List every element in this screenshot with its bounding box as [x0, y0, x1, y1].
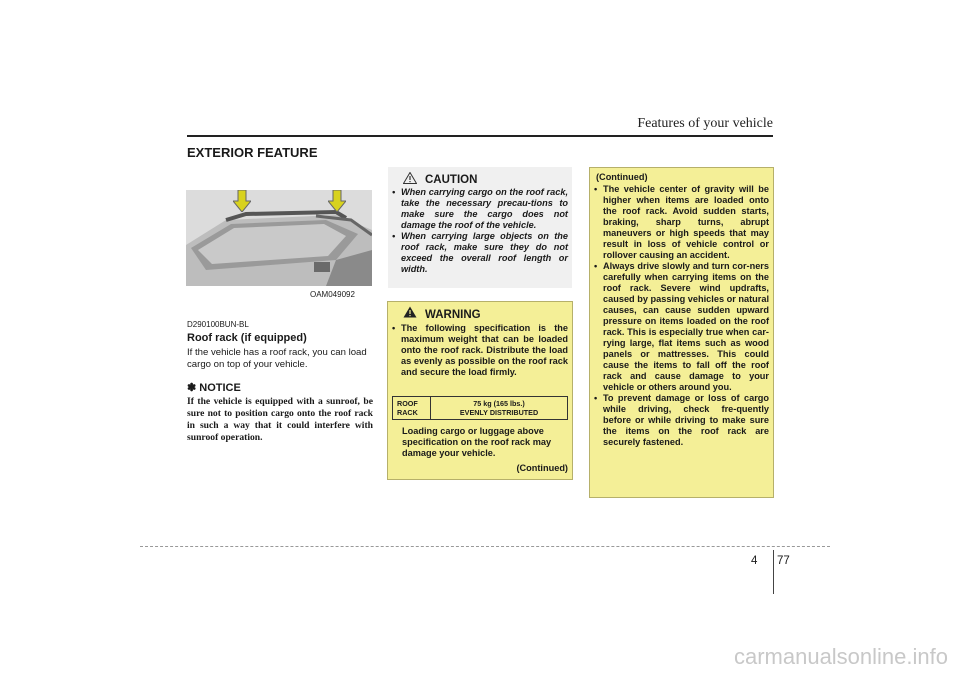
table-label-cell — [393, 397, 431, 419]
caution-triangle-icon — [403, 172, 417, 184]
page-number: 77 — [777, 555, 790, 567]
watermark: carmanualsonline.info — [733, 644, 948, 669]
notice-text: If the vehicle is equipped with a sunroof, be sure not to position cargo onto the roof rack in such a way that it could interfere with sunroof operation. — [187, 396, 373, 443]
table-value-line: EVENLY DISTRIBUTED — [459, 408, 539, 417]
roof-rack-heading: Roof rack (if equipped) — [187, 332, 307, 344]
warning-item: • The following specification is the maximum weight that can be loaded onto the roof rack. Distribute the load as evenly as possible on the roof rack and secure the load firmly. — [392, 323, 568, 378]
chapter-number: 4 — [751, 555, 758, 567]
section-code: D290100BUN-BL — [187, 320, 249, 329]
continued-heading: (Continued) — [596, 172, 648, 182]
continued-item: • To prevent damage or loss of cargo while driving, check fre-quently before or while driving to make sure the items on the roof rack are securely fastened. — [594, 393, 769, 448]
continued-item: • The vehicle center of gravity will be higher when items are loaded onto the roof rack. Avoid sudden starts, braking, sharp turns, abrupt maneuvers or high speeds that may result in loss of vehicle control or rollover causing an accident. — [594, 184, 769, 261]
roof-rack-description: If the vehicle has a roof rack, you can load cargo on top of your vehicle. — [187, 347, 367, 370]
caution-item: • When carrying large objects on the roof rack, make sure they do not exceed the overall roof length or width. — [392, 231, 568, 275]
header-title: Features of your vehicle — [637, 116, 773, 131]
notice-heading: ✽ NOTICE — [187, 382, 241, 394]
figure-caption: OAM049092 — [310, 290, 355, 299]
footer-rule — [140, 546, 830, 547]
table-label-line: ROOF — [397, 399, 418, 408]
table-value-line: 75 kg (165 lbs.) — [473, 399, 525, 408]
warning-heading: WARNING — [425, 309, 481, 321]
continued-list — [594, 184, 769, 448]
caution-heading: CAUTION — [425, 174, 478, 186]
table-label-line: RACK — [397, 408, 418, 417]
caution-item: • When carrying cargo on the roof rack, take the necessary precau-tions to make sure the cargo does not damage the roof of the vehicle. — [392, 187, 568, 231]
roof-rack-photo — [186, 190, 372, 286]
warning-list — [392, 323, 568, 378]
arrow-down-icon — [328, 190, 346, 212]
warning-triangle-icon — [403, 306, 417, 318]
continued-item: • Always drive slowly and turn cor-ners carefully when carrying items on the roof rack. Severe wind updrafts, caused by passing vehicles or natural causes, can cause sudden upward pressure on items loaded on the roof rack. This is especially true when car-rying large, flat items such as wood panels or mattresses. This could cause the items to fall off the roof rack and cause damage to your vehicle or others around you. — [594, 261, 769, 393]
section-title: EXTERIOR FEATURE — [187, 145, 318, 160]
warning-continued: (Continued) — [516, 463, 568, 473]
roof-rack-load-table — [392, 396, 568, 420]
table-value-cell — [431, 397, 567, 419]
header-rule — [187, 135, 773, 137]
warning-tail-text: Loading cargo or luggage above specification on the roof rack may damage your vehicle. — [402, 426, 552, 458]
caution-list — [392, 187, 568, 275]
arrow-down-icon — [233, 190, 251, 212]
footer-divider — [773, 550, 774, 594]
